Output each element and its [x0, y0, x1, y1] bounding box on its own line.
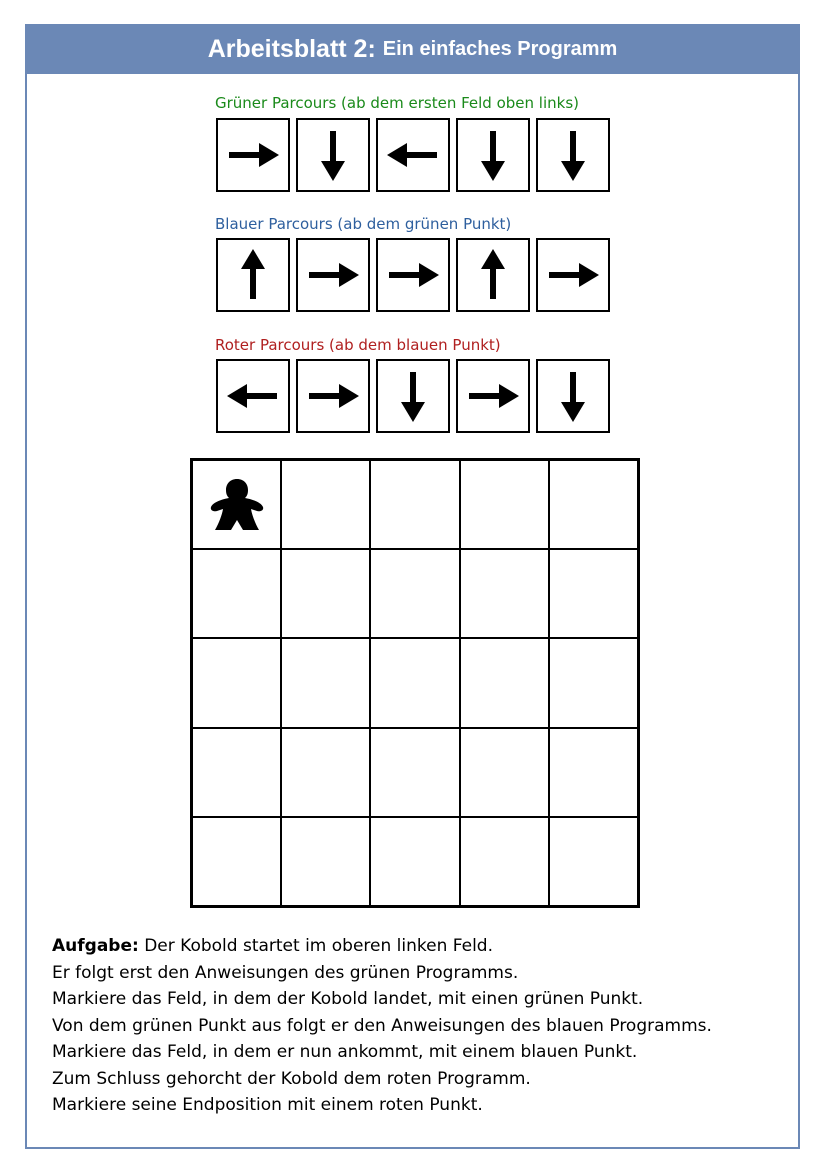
- arrow-right-icon: [303, 366, 363, 426]
- course-label-blue: Blauer Parcours (ab dem grünen Punkt): [215, 215, 512, 233]
- page-title: Arbeitsblatt 2:: [207, 34, 376, 63]
- meeple-icon: [207, 475, 267, 535]
- board-cell[interactable]: [549, 638, 638, 727]
- task-line: [52, 933, 782, 960]
- board-cell[interactable]: [549, 460, 638, 549]
- arrow-down-icon: [383, 366, 443, 426]
- board-cell[interactable]: [192, 817, 281, 906]
- course-label-green: Grüner Parcours (ab dem ersten Feld oben links): [215, 94, 579, 112]
- board-cell[interactable]: [192, 460, 281, 549]
- task-line-text: Der Kobold startet im oberen linken Feld.: [144, 936, 493, 956]
- course-row-red: [216, 359, 610, 433]
- task-line: Markiere das Feld, in dem der Kobold landet, mit einen grünen Punkt.: [52, 989, 644, 1009]
- board-cell[interactable]: [281, 638, 370, 727]
- course-row-blue: [216, 238, 610, 312]
- arrow-right-icon: [303, 245, 363, 305]
- board-cell[interactable]: [281, 549, 370, 638]
- board-cell[interactable]: [281, 728, 370, 817]
- task-line: Markiere seine Endposition mit einem roten Punkt.: [52, 1095, 483, 1115]
- arrow-left-cell: [376, 118, 450, 192]
- arrow-down-icon: [303, 125, 363, 185]
- arrow-down-cell: [296, 118, 370, 192]
- board-cell[interactable]: [192, 549, 281, 638]
- task-line: Markiere das Feld, in dem er nun ankommt, mit einem blauen Punkt.: [52, 1042, 638, 1062]
- arrow-right-cell: [536, 238, 610, 312]
- arrow-right-icon: [223, 125, 283, 185]
- board-cell[interactable]: [281, 817, 370, 906]
- arrow-up-cell: [216, 238, 290, 312]
- arrow-left-cell: [216, 359, 290, 433]
- game-board: [190, 458, 640, 908]
- board-cell[interactable]: [370, 638, 459, 727]
- course-row-green: [216, 118, 610, 192]
- board-cell[interactable]: [370, 728, 459, 817]
- arrow-right-icon: [383, 245, 443, 305]
- board-cell[interactable]: [460, 728, 549, 817]
- worksheet-header: [25, 24, 800, 74]
- arrow-right-cell: [296, 359, 370, 433]
- arrow-down-icon: [543, 125, 603, 185]
- arrow-down-cell: [456, 118, 530, 192]
- arrow-left-icon: [223, 366, 283, 426]
- board-cell[interactable]: [549, 549, 638, 638]
- course-label-red: Roter Parcours (ab dem blauen Punkt): [215, 336, 501, 354]
- arrow-down-icon: [543, 366, 603, 426]
- arrow-right-cell: [216, 118, 290, 192]
- board-cell[interactable]: [281, 460, 370, 549]
- board-cell[interactable]: [549, 728, 638, 817]
- board-cell[interactable]: [370, 460, 459, 549]
- arrow-up-cell: [456, 238, 530, 312]
- task-line: Zum Schluss gehorcht der Kobold dem roten Programm.: [52, 1068, 531, 1089]
- board-cell[interactable]: [370, 817, 459, 906]
- task-heading: Aufgabe:: [52, 936, 139, 956]
- arrow-right-icon: [463, 366, 523, 426]
- task-line: Von dem grünen Punkt aus folgt er den Anweisungen des blauen Programms.: [52, 1015, 712, 1036]
- task-line: Er folgt erst den Anweisungen des grünen Programms.: [52, 962, 519, 983]
- arrow-up-icon: [463, 245, 523, 305]
- arrow-right-cell: [376, 238, 450, 312]
- board-cell[interactable]: [549, 817, 638, 906]
- arrow-right-cell: [296, 238, 370, 312]
- arrow-right-icon: [543, 245, 603, 305]
- task-text: [52, 933, 782, 1119]
- arrow-left-icon: [383, 125, 443, 185]
- board-cell[interactable]: [370, 549, 459, 638]
- board-cell[interactable]: [460, 460, 549, 549]
- board-cell[interactable]: [460, 638, 549, 727]
- board-cell[interactable]: [460, 817, 549, 906]
- board-cell[interactable]: [460, 549, 549, 638]
- arrow-down-cell: [536, 118, 610, 192]
- arrow-up-icon: [223, 245, 283, 305]
- board-cell[interactable]: [192, 728, 281, 817]
- arrow-right-cell: [456, 359, 530, 433]
- arrow-down-cell: [536, 359, 610, 433]
- arrow-down-cell: [376, 359, 450, 433]
- page-subtitle: Ein einfaches Programm: [382, 37, 618, 60]
- board-cell[interactable]: [192, 638, 281, 727]
- arrow-down-icon: [463, 125, 523, 185]
